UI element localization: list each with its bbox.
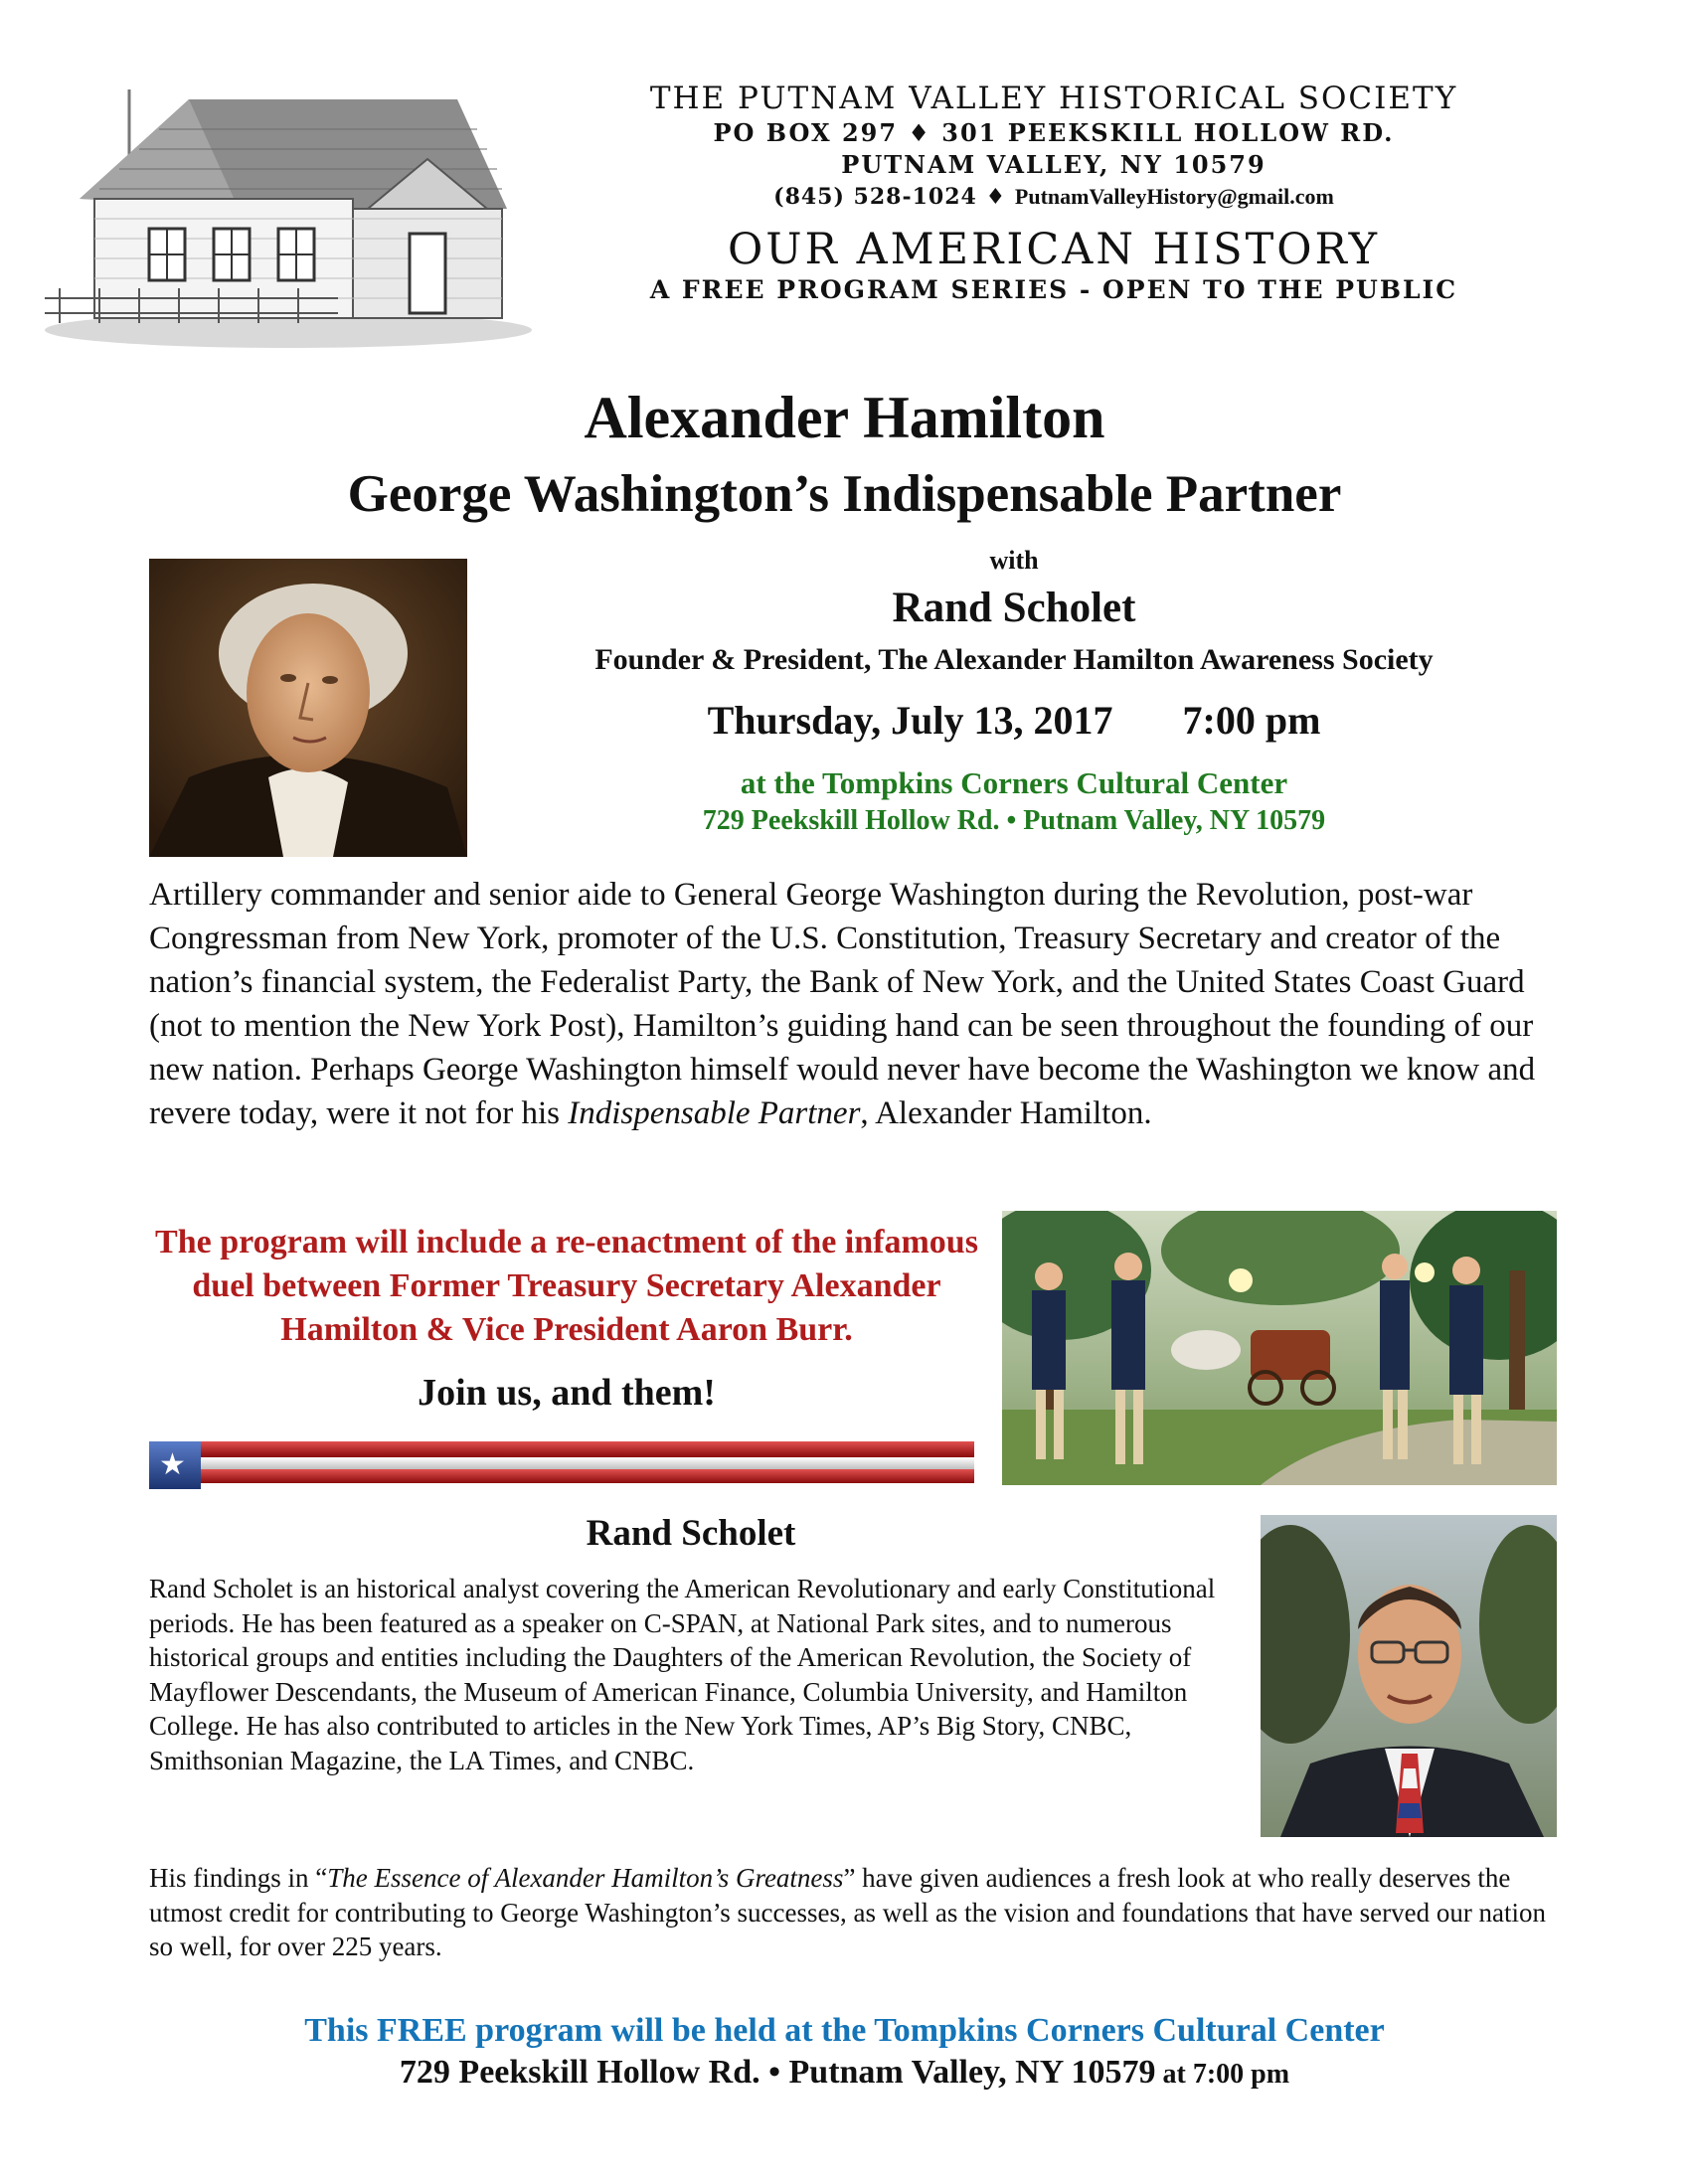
footer-address: 729 Peekskill Hollow Rd. • Putnam Valley, NY 10579 (399, 2054, 1156, 2091)
speaker-name: Rand Scholet (892, 585, 1136, 631)
diamond-separator: ♦ (985, 184, 1007, 210)
org-email[interactable]: PutnamValleyHistory@gmail.com (1014, 184, 1334, 209)
series-title: OUR AMERICAN HISTORY (728, 225, 1380, 274)
findings-paragraph (149, 1861, 1561, 1964)
findings-start: His findings in “ (149, 1863, 328, 1893)
description-end: , Alexander Hamilton. (860, 1095, 1152, 1131)
footer-line2 (0, 2052, 1689, 2096)
org-address: PO BOX 297 ♦ 301 PEEKSKILL HOLLOW RD. (713, 118, 1395, 147)
findings-end: ” have given audiences a fresh look at who really deserves the utmost credit for contributing to George Washington’s successes, as well as the vision and foundations that have served our nation so well, for over 225 years. (149, 1863, 1547, 1962)
join-text: Join us, and them! (418, 1372, 716, 1414)
org-phone: (845) 528-1024 (773, 184, 977, 210)
event-date: Thursday, July 13, 2017 (707, 698, 1113, 743)
reenactment-text: The program will include a re-enactment of the infamous duel between Former Treasury Secretary Alexander Hamilton & Vice President Aaron Burr. (155, 1224, 978, 1348)
bio-text: Rand Scholet is an historical analyst covering the American Revolutionary and early Constitutional periods. He has been featured as a speaker on C-SPAN, at National Park sites, and to numerous historical groups and entities including the Daughters of the American Revolution, the Society of Mayflower Descendants, the Museum of American Finance, Columbia University, and Hamilton College. He has also contributed to articles in the New York Times, AP’s Big Story, CNBC, Smithsonian Magazine, the LA Times, and CNBC. (149, 1574, 1216, 1775)
hamilton-portrait (149, 559, 467, 857)
event-time: 7:00 pm (1182, 698, 1321, 743)
scholet-photo (1261, 1515, 1557, 1837)
venue-address: 729 Peekskill Hollow Rd. • Putnam Valley, NY 10579 (702, 805, 1326, 836)
org-name: THE PUTNAM VALLEY HISTORICAL SOCIETY (649, 81, 1458, 116)
schoolhouse-illustration (40, 60, 537, 348)
bio-heading: Rand Scholet (586, 1513, 796, 1554)
speaker-role: Founder & President, The Alexander Hamilton Awareness Society (594, 643, 1434, 676)
org-contact (497, 181, 1610, 213)
footer-line1: This FREE program will be held at the Tompkins Corners Cultural Center (304, 2012, 1385, 2049)
description-text: Artillery commander and senior aide to General George Washington during the Revolution, post-war Congressman from New York, promoter of the U.S. Constitution, Treasury Secretary and creator of the nation’s financial system, the Federalist Party, the Bank of New York, and the United States Coast Guard (not to mention the New York Post), Hamilton’s guiding hand can be seen throughout the founding of our new nation. Perhaps George Washington himself would never have become the Washington we know and revere today, were it not for his (149, 877, 1536, 1131)
event-subtitle: George Washington’s Indispensable Partner (347, 465, 1342, 523)
event-datetime (517, 696, 1511, 746)
event-title: Alexander Hamilton (584, 385, 1105, 450)
footer-time: at 7:00 pm (1155, 2059, 1290, 2090)
flag-divider (149, 1441, 974, 1489)
star-icon: ★ (159, 1447, 186, 1482)
series-subtitle: A FREE PROGRAM SERIES - OPEN TO THE PUBLIC (649, 275, 1458, 304)
with-label: with (989, 546, 1039, 575)
org-city: PUTNAM VALLEY, NY 10579 (841, 150, 1267, 179)
description-italic: Indispensable Partner (568, 1095, 861, 1131)
findings-title: The Essence of Alexander Hamilton’s Greatness (327, 1863, 844, 1893)
description-paragraph (149, 873, 1561, 1135)
venue-name: at the Tompkins Corners Cultural Center (740, 765, 1288, 800)
duel-painting (1002, 1211, 1557, 1485)
